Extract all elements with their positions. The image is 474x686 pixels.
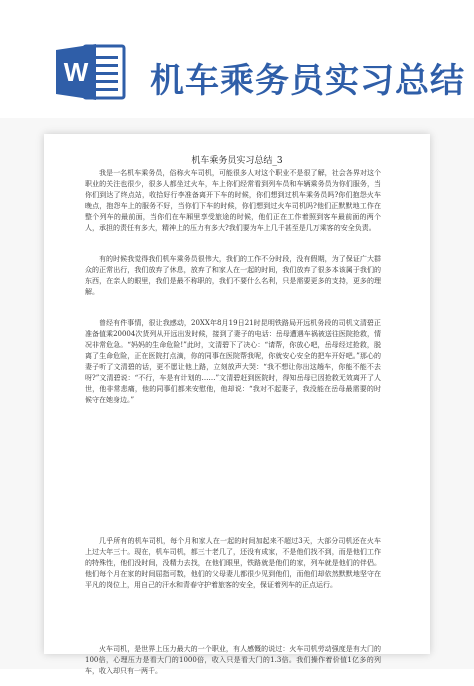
- document-title: 机车乘务员实习总结_3: [191, 156, 283, 166]
- page-title: 机车乘务员实习总结: [150, 61, 465, 101]
- paragraph: 我是一名机车乘务员，俗称火车司机，可能很多人对这个职业不是很了解，社会各界对这个职业的关注也很少，很多人都坐过火车，车上你们经常看到列车员和车辆乘务员为你们服务，当你们到达了终点站，收拾好行李准备离开下车的时候，你们想到过机车乘务员吗?你们抱怨火车晚点，抱怨车上的服务不好，当你们下车的时候，你们想到过火车司机吗?他们正默默地工作在整个列车的最前面，当你们在车厢里享受旅途的时候，他们正在工作着照到客车最前面的两个人，承担的责任有多大，精神上的压力有多大?我们要为车上几千甚至是几万乘客的安全负责。: [85, 169, 381, 232]
- paragraph: 曾经有件事情，很让我感动，20XX年8月19日21时昆明铁路局开远机务段的司机文清碧正准备值乘20004次货列从开远出发时候，接到了妻子的电话：岳母遭遇车祸被送往医院抢救，情况非常危急。“妈妈的生命危险!”此时，文清碧下了决心：“请帮，你放心吧，岳母经过抢救，脱离了生命危险，正在医院打点滴，你的同事在医院帮我呢，你就安心安全的把车开好吧。”那心的妻子听了文清碧的话，更不愿让他上路，立刻放声大哭：“我不想让你出这趟车，你能不能不去呀?”文清碧说：“不行，车是有计划的……”文清碧赶到医院时，得知岳母已因抢救无效离开了人世，他非常悲痛，他的同事们都来安慰他，他却说：“我对不起妻子，我没能在岳母最需要的时候守在她身边。”: [85, 319, 381, 404]
- paragraph: 火车司机，是世界上压力最大的一个职业，有人感慨的说过：火车司机劳动强度是有大门的100倍，心理压力是看大门的1000倍，收入只是看大门的1.3倍。我们操作着价值1亿多的列车，收入却只有一两千。: [85, 645, 381, 675]
- word-letter: W: [63, 57, 89, 87]
- document-body: [85, 168, 381, 686]
- header-banner: [0, 0, 474, 118]
- paragraph: 有的时候我觉得我们机车乘务员很伟大，我们的工作不分时段，没有假期，为了保证广大群众的正常出行，我们放弃了休息，放弃了和家人在一起的时间，我们放弃了很多本该属于我们的东西，在亲人的眼里，我们是最不称职的，我们不要什么名利，只是需要更多的支持，更多的理解。: [85, 255, 381, 296]
- word-document-icon: [56, 42, 128, 102]
- paragraph: 几乎所有的机车司机，每个月和家人在一起的时间加起来不超过3天，大部分司机还在火车上过大年三十。现在，机车司机，都三十老几了，还没有成家，不是他们找不到，而是他们工作的特殊性，他们没时间，没精力去找，在他们眼里，铁路就是他们的家，列车就是他们的伴侣。他们每个月在家的时间屈指可数，他们的父母妻儿都很少见到他们，而他们却依然默默地坚守在平凡的岗位上，用自己的汗水和青春守护着旅客的安全，保证着列车的正点运行。: [85, 537, 381, 589]
